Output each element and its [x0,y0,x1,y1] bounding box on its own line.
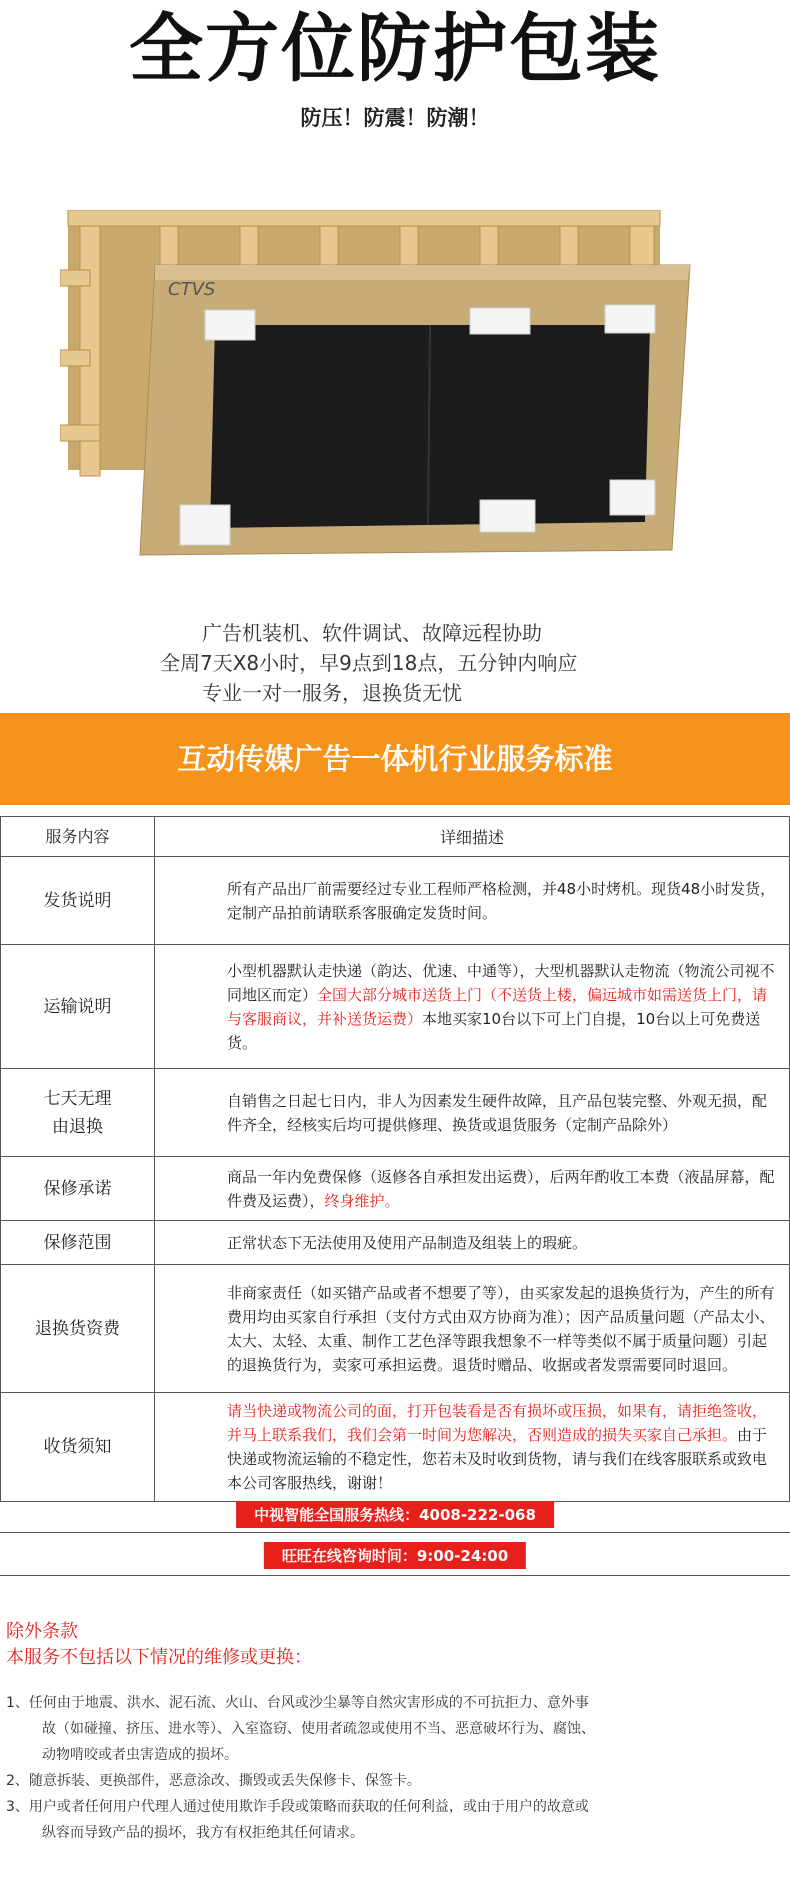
desc-segment: 由于快递或物流运输的不稳定性，您若未及时收到货物，请与我们在线客服联系或致电本公司客服热线，谢谢！ [227,1426,768,1492]
row-description [155,1221,790,1265]
row-label: 发货说明 [1,857,155,945]
service-highlights [160,618,660,708]
row-label: 收货须知 [1,1393,155,1502]
table-header-description: 详细描述 [155,817,790,857]
online-hours-badge: 旺旺在线咨询时间：9:00-24:00 [264,1542,526,1569]
exclusions-title: 除外条款 [6,1621,78,1642]
row-description [155,1069,790,1157]
packaging-illustration [60,210,740,590]
desc-segment: 小型机器默认走快递（韵达、优速、中通等），大型机器默认走物流（物流公司视不同地区而定） [227,961,775,1004]
table-row [1,1069,790,1157]
row-description [155,857,790,945]
table-row [1,1393,790,1502]
hotline-badge: 中视智能全国服务热线：4008-222-068 [236,1501,554,1528]
table-row [1,945,790,1069]
row-description [155,945,790,1069]
desc-segment-highlight: 全国大部分城市送货上门（不送货上楼，偏远城市如需送货上门，请与客服商议，并补送货运费） [227,985,768,1028]
row-label: 保修承诺 [1,1157,155,1221]
desc-segment-highlight: 终身维护。 [324,1191,400,1210]
table-row [1,1221,790,1265]
row-label [1,1069,155,1157]
service-standard-table [0,816,790,1502]
desc-segment: 商品一年内免费保修（返修各自承担发出运费），后两年酌收工本费（液晶屏幕，配件费及运费）， [227,1167,775,1210]
desc-segment: 所有产品出厂前需要经过专业工程师严格检测，并48小时烤机。现货48小时发货，定制产品拍前请联系客服确定发货时间。 [227,879,776,922]
brand-logo: CTVS [168,279,216,300]
service-standard-banner: 互动传媒广告一体机行业服务标准 [0,713,790,805]
page-title: 全方位防护包装 [129,6,661,92]
service-line: 广告机装机、软件调试、故障远程协助 [202,621,542,645]
row-description [155,1157,790,1221]
list-item: 2、随意拆装、更换部件，恶意涂改、撕毁或丢失保修卡、保签卡。 [6,1773,421,1789]
page-subtitle: 防压！防震！防潮！ [300,106,490,130]
row-description [155,1265,790,1393]
desc-segment: 本地买家10台以下可上门自提，10台以上可免费送货。 [227,1009,761,1052]
list-item-continuation: 故（如碰撞、挤压、进水等）、入室盗窃、使用者疏忽或使用不当、恶意破坏行为、腐蚀、 [42,1721,595,1737]
exclusions-list [6,1690,776,1846]
table-row [1,1157,790,1221]
row-label-text: 七天无理由退换 [43,1088,112,1137]
row-label: 运输说明 [1,945,155,1069]
row-label: 退换货资费 [1,1265,155,1393]
row-description [155,1393,790,1502]
desc-segment: 正常状态下无法使用及使用产品制造及组装上的瑕疵。 [227,1233,588,1252]
online-hours-row [0,1534,790,1576]
service-line: 全周7天X8小时，早9点到18点，五分钟内响应 [160,651,578,675]
table-header-row [1,817,790,857]
service-line: 专业一对一服务，退换货无忧 [202,681,462,705]
desc-segment: 非商家责任（如买错产品或者不想要了等），由买家发起的退换货行为，产生的所有费用均由买家自行承担（支付方式由双方协商为准）；因产品质量问题（产品太小、太大、太轻、太重、制作工艺色泽等跟我想象不一样等类似不属于质量问题）引起的退换货行为，卖家可承担运费。退货时赠品、收据或者发票需要同时退回。 [227,1283,775,1374]
desc-segment: 自销售之日起七日内，非人为因素发生硬件故障，且产品包装完整、外观无损，配件齐全，经核实后均可提供修理、换货或退货服务（定制产品除外） [227,1091,768,1134]
exclusions-subtitle: 本服务不包括以下情况的维修或更换： [6,1647,312,1668]
table-row [1,1265,790,1393]
list-item: 3、用户或者任何用户代理人通过使用欺诈手段或策略而获取的任何利益，或由于用户的故意或 [6,1799,589,1815]
list-item-continuation: 纵容而导致产品的损坏，我方有权拒绝其任何请求。 [42,1825,364,1841]
list-item-continuation: 动物啃咬或者虫害造成的损坏。 [42,1747,238,1763]
table-row [1,857,790,945]
row-label: 保修范围 [1,1221,155,1265]
list-item: 1、任何由于地震、洪水、泥石流、火山、台风或沙尘暴等自然灾害形成的不可抗拒力、意外事 [6,1695,589,1711]
hotline-row [0,1495,790,1533]
desc-segment-highlight: 请当快递或物流公司的面，打开包装看是否有损坏或压损，如果有，请拒绝签收，并马上联系我们，我们会第一时间为您解决，否则造成的损失买家自己承担。 [227,1402,768,1444]
table-header-service: 服务内容 [1,817,155,857]
